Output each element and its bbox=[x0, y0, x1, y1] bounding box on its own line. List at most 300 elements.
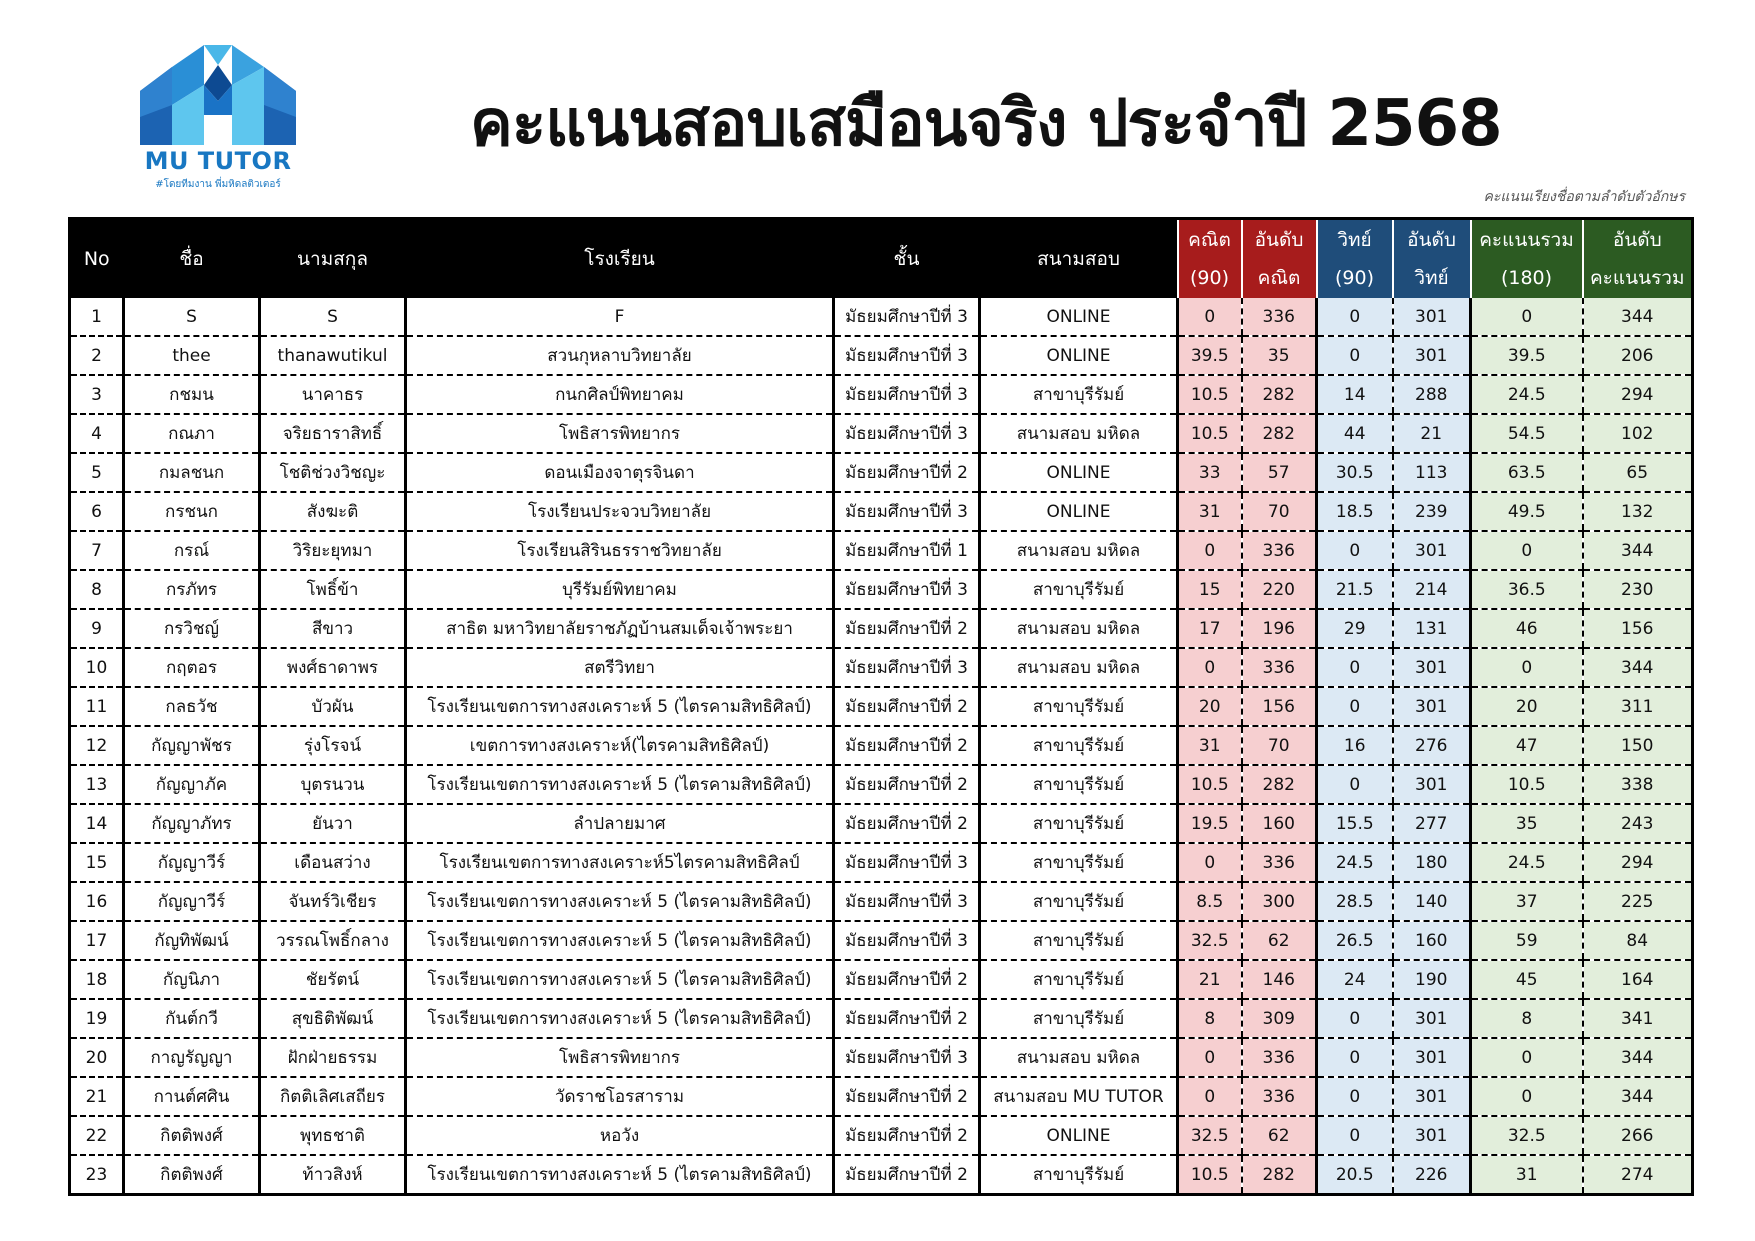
cell-surname: พุทธชาติ bbox=[260, 1116, 406, 1155]
cell-no: 2 bbox=[70, 336, 124, 375]
cell-sci-rank: 180 bbox=[1393, 843, 1471, 882]
cell-no: 19 bbox=[70, 999, 124, 1038]
cell-sci-rank: 214 bbox=[1393, 570, 1471, 609]
cell-venue: สนามสอบ มหิดล bbox=[980, 1038, 1178, 1077]
cell-math-score: 10.5 bbox=[1178, 375, 1242, 414]
cell-total-score: 54.5 bbox=[1471, 414, 1583, 453]
table-row bbox=[70, 609, 1693, 648]
cell-venue: สาขาบุรีรัมย์ bbox=[980, 843, 1178, 882]
cell-sci-score: 0 bbox=[1317, 999, 1393, 1038]
cell-school: โรงเรียนเขตการทางสงเคราะห์ 5 (ไตรคามสิทธิศิลป์) bbox=[406, 687, 834, 726]
cell-venue: สนามสอบ มหิดล bbox=[980, 609, 1178, 648]
table-row bbox=[70, 570, 1693, 609]
cell-math-score: 19.5 bbox=[1178, 804, 1242, 843]
cell-school: โรงเรียนสิรินธรราชวิทยาลัย bbox=[406, 531, 834, 570]
cell-school: กนกศิลป์พิทยาคม bbox=[406, 375, 834, 414]
cell-math-rank: 336 bbox=[1242, 648, 1317, 687]
cell-total-rank: 266 bbox=[1583, 1116, 1693, 1155]
cell-school: โรงเรียนเขตการทางสงเคราะห์5ไตรคามสิทธิศิลป์ bbox=[406, 843, 834, 882]
header-total-rank-line1: อันดับ bbox=[1612, 229, 1662, 251]
cell-surname: ท้าวสิงห์ bbox=[260, 1155, 406, 1195]
cell-math-score: 20 bbox=[1178, 687, 1242, 726]
cell-sci-rank: 301 bbox=[1393, 648, 1471, 687]
table-row bbox=[70, 765, 1693, 804]
cell-sci-rank: 301 bbox=[1393, 531, 1471, 570]
cell-sci-score: 29 bbox=[1317, 609, 1393, 648]
cell-sci-score: 28.5 bbox=[1317, 882, 1393, 921]
table-row bbox=[70, 453, 1693, 492]
header-math bbox=[1178, 219, 1242, 299]
cell-total-score: 35 bbox=[1471, 804, 1583, 843]
header-math-line2: (90) bbox=[1189, 267, 1229, 289]
cell-no: 3 bbox=[70, 375, 124, 414]
table-row bbox=[70, 492, 1693, 531]
table-row bbox=[70, 687, 1693, 726]
cell-math-rank: 336 bbox=[1242, 843, 1317, 882]
cell-sci-rank: 301 bbox=[1393, 687, 1471, 726]
cell-math-score: 10.5 bbox=[1178, 1155, 1242, 1195]
cell-no: 21 bbox=[70, 1077, 124, 1116]
cell-math-rank: 146 bbox=[1242, 960, 1317, 999]
cell-surname: พงศ์ธาดาพร bbox=[260, 648, 406, 687]
logo-tagline: #โดยทีมงาน พี่มหิดลติวเตอร์ bbox=[155, 179, 281, 190]
cell-total-score: 37 bbox=[1471, 882, 1583, 921]
cell-total-score: 0 bbox=[1471, 648, 1583, 687]
cell-sci-score: 0 bbox=[1317, 531, 1393, 570]
cell-sci-rank: 190 bbox=[1393, 960, 1471, 999]
cell-math-rank: 156 bbox=[1242, 687, 1317, 726]
cell-math-score: 0 bbox=[1178, 1077, 1242, 1116]
cell-name: กณภา bbox=[124, 414, 260, 453]
cell-sci-score: 44 bbox=[1317, 414, 1393, 453]
cell-name: กรภัทร bbox=[124, 570, 260, 609]
header-school: โรงเรียน bbox=[406, 219, 834, 299]
cell-sci-rank: 277 bbox=[1393, 804, 1471, 843]
cell-venue: สาขาบุรีรัมย์ bbox=[980, 726, 1178, 765]
cell-math-score: 0 bbox=[1178, 531, 1242, 570]
cell-surname: สุขธิติพัฒน์ bbox=[260, 999, 406, 1038]
cell-total-score: 0 bbox=[1471, 531, 1583, 570]
cell-math-score: 15 bbox=[1178, 570, 1242, 609]
cell-grade: มัธยมศึกษาปีที่ 2 bbox=[834, 765, 980, 804]
cell-sci-score: 0 bbox=[1317, 1038, 1393, 1077]
cell-total-rank: 156 bbox=[1583, 609, 1693, 648]
cell-math-score: 32.5 bbox=[1178, 921, 1242, 960]
cell-total-score: 24.5 bbox=[1471, 375, 1583, 414]
cell-grade: มัธยมศึกษาปีที่ 3 bbox=[834, 882, 980, 921]
cell-name: กัญญาวีร์ bbox=[124, 882, 260, 921]
cell-math-rank: 160 bbox=[1242, 804, 1317, 843]
cell-sci-score: 0 bbox=[1317, 1077, 1393, 1116]
cell-grade: มัธยมศึกษาปีที่ 3 bbox=[834, 570, 980, 609]
cell-no: 16 bbox=[70, 882, 124, 921]
cell-total-score: 63.5 bbox=[1471, 453, 1583, 492]
cell-total-rank: 338 bbox=[1583, 765, 1693, 804]
cell-venue: สนามสอบ มหิดล bbox=[980, 648, 1178, 687]
cell-total-rank: 132 bbox=[1583, 492, 1693, 531]
cell-grade: มัธยมศึกษาปีที่ 2 bbox=[834, 999, 980, 1038]
cell-no: 8 bbox=[70, 570, 124, 609]
cell-school: โรงเรียนเขตการทางสงเคราะห์ 5 (ไตรคามสิทธิศิลป์) bbox=[406, 1155, 834, 1195]
cell-total-rank: 206 bbox=[1583, 336, 1693, 375]
header-sci-line1: วิทย์ bbox=[1337, 229, 1372, 251]
cell-venue: สนามสอบ มหิดล bbox=[980, 531, 1178, 570]
header-sci-rank-line1: อันดับ bbox=[1407, 229, 1456, 251]
cell-total-rank: 344 bbox=[1583, 298, 1693, 336]
cell-surname: ฝักฝ่ายธรรม bbox=[260, 1038, 406, 1077]
logo-name: MU TUTOR bbox=[144, 147, 292, 175]
cell-grade: มัธยมศึกษาปีที่ 3 bbox=[834, 492, 980, 531]
cell-sci-rank: 301 bbox=[1393, 1116, 1471, 1155]
cell-name: กันต์กวี bbox=[124, 999, 260, 1038]
cell-total-score: 0 bbox=[1471, 1077, 1583, 1116]
cell-sci-rank: 301 bbox=[1393, 999, 1471, 1038]
cell-math-score: 10.5 bbox=[1178, 414, 1242, 453]
cell-math-rank: 336 bbox=[1242, 1077, 1317, 1116]
cell-total-rank: 344 bbox=[1583, 531, 1693, 570]
cell-venue: ONLINE bbox=[980, 1116, 1178, 1155]
cell-math-rank: 35 bbox=[1242, 336, 1317, 375]
mu-tutor-logo bbox=[138, 45, 298, 195]
cell-math-rank: 300 bbox=[1242, 882, 1317, 921]
cell-grade: มัธยมศึกษาปีที่ 2 bbox=[834, 1077, 980, 1116]
cell-math-rank: 309 bbox=[1242, 999, 1317, 1038]
cell-math-rank: 336 bbox=[1242, 1038, 1317, 1077]
cell-grade: มัธยมศึกษาปีที่ 3 bbox=[834, 648, 980, 687]
table-row bbox=[70, 843, 1693, 882]
cell-surname: โพธิ์ข้า bbox=[260, 570, 406, 609]
cell-venue: ONLINE bbox=[980, 492, 1178, 531]
cell-school: โพธิสารพิทยากร bbox=[406, 1038, 834, 1077]
cell-sci-score: 0 bbox=[1317, 336, 1393, 375]
cell-grade: มัธยมศึกษาปีที่ 3 bbox=[834, 298, 980, 336]
cell-math-score: 21 bbox=[1178, 960, 1242, 999]
header-sci-rank-line2: วิทย์ bbox=[1414, 267, 1449, 289]
cell-school: โรงเรียนเขตการทางสงเคราะห์ 5 (ไตรคามสิทธิศิลป์) bbox=[406, 765, 834, 804]
cell-venue: ONLINE bbox=[980, 298, 1178, 336]
table-body bbox=[70, 298, 1693, 1195]
cell-sci-rank: 113 bbox=[1393, 453, 1471, 492]
cell-sci-score: 0 bbox=[1317, 1116, 1393, 1155]
cell-name: กานต์ศศิน bbox=[124, 1077, 260, 1116]
header-grade: ชั้น bbox=[834, 219, 980, 299]
cell-surname: บัวผัน bbox=[260, 687, 406, 726]
cell-sci-rank: 301 bbox=[1393, 336, 1471, 375]
cell-venue: สาขาบุรีรัมย์ bbox=[980, 882, 1178, 921]
cell-school: โรงเรียนเขตการทางสงเคราะห์ 5 (ไตรคามสิทธิศิลป์) bbox=[406, 960, 834, 999]
header-sci-rank bbox=[1393, 219, 1471, 299]
cell-surname: โชติช่วงวิชญะ bbox=[260, 453, 406, 492]
cell-sci-rank: 239 bbox=[1393, 492, 1471, 531]
cell-venue: สาขาบุรีรัมย์ bbox=[980, 765, 1178, 804]
cell-sci-rank: 301 bbox=[1393, 1077, 1471, 1116]
cell-name: กัญญาภัทร bbox=[124, 804, 260, 843]
cell-school: โรงเรียนเขตการทางสงเคราะห์ 5 (ไตรคามสิทธิศิลป์) bbox=[406, 882, 834, 921]
header-math-rank-line2: คณิต bbox=[1257, 267, 1301, 289]
cell-name: S bbox=[124, 298, 260, 336]
cell-total-rank: 84 bbox=[1583, 921, 1693, 960]
cell-name: กรชนก bbox=[124, 492, 260, 531]
header-math-rank-line1: อันดับ bbox=[1254, 229, 1304, 251]
cell-school: โรงเรียนเขตการทางสงเคราะห์ 5 (ไตรคามสิทธิศิลป์) bbox=[406, 921, 834, 960]
cell-math-rank: 70 bbox=[1242, 726, 1317, 765]
cell-sci-score: 20.5 bbox=[1317, 1155, 1393, 1195]
cell-total-score: 45 bbox=[1471, 960, 1583, 999]
cell-surname: จันทร์วิเชียร bbox=[260, 882, 406, 921]
cell-venue: สาขาบุรีรัมย์ bbox=[980, 960, 1178, 999]
page-title: คะแนนสอบเสมือนจริง ประจำปี 2568 bbox=[470, 87, 1502, 161]
header-math-line1: คณิต bbox=[1188, 229, 1231, 251]
table-row bbox=[70, 882, 1693, 921]
cell-grade: มัธยมศึกษาปีที่ 2 bbox=[834, 1155, 980, 1195]
cell-math-rank: 282 bbox=[1242, 414, 1317, 453]
cell-school: F bbox=[406, 298, 834, 336]
cell-sci-score: 0 bbox=[1317, 298, 1393, 336]
cell-surname: วิริยะยุทมา bbox=[260, 531, 406, 570]
cell-math-rank: 62 bbox=[1242, 1116, 1317, 1155]
table-row bbox=[70, 414, 1693, 453]
cell-total-rank: 164 bbox=[1583, 960, 1693, 999]
cell-surname: กิตติเลิศเสถียร bbox=[260, 1077, 406, 1116]
cell-grade: มัธยมศึกษาปีที่ 3 bbox=[834, 375, 980, 414]
cell-total-score: 0 bbox=[1471, 1038, 1583, 1077]
cell-grade: มัธยมศึกษาปีที่ 2 bbox=[834, 687, 980, 726]
cell-surname: สีขาว bbox=[260, 609, 406, 648]
cell-no: 17 bbox=[70, 921, 124, 960]
cell-total-score: 10.5 bbox=[1471, 765, 1583, 804]
cell-sci-score: 15.5 bbox=[1317, 804, 1393, 843]
cell-school: บุรีรัมย์พิทยาคม bbox=[406, 570, 834, 609]
cell-surname: thanawutikul bbox=[260, 336, 406, 375]
sort-note: คะแนนเรียงชื่อตามลำดับตัวอักษร bbox=[1483, 189, 1685, 205]
cell-no: 22 bbox=[70, 1116, 124, 1155]
cell-sci-rank: 301 bbox=[1393, 298, 1471, 336]
cell-grade: มัธยมศึกษาปีที่ 3 bbox=[834, 336, 980, 375]
cell-total-rank: 344 bbox=[1583, 1038, 1693, 1077]
cell-grade: มัธยมศึกษาปีที่ 2 bbox=[834, 609, 980, 648]
cell-total-score: 24.5 bbox=[1471, 843, 1583, 882]
cell-name: กมลชนก bbox=[124, 453, 260, 492]
cell-total-score: 46 bbox=[1471, 609, 1583, 648]
cell-total-score: 32.5 bbox=[1471, 1116, 1583, 1155]
cell-name: กฤตอร bbox=[124, 648, 260, 687]
cell-grade: มัธยมศึกษาปีที่ 2 bbox=[834, 1116, 980, 1155]
cell-sci-score: 26.5 bbox=[1317, 921, 1393, 960]
cell-total-score: 59 bbox=[1471, 921, 1583, 960]
header-total-line1: คะแนนรวม bbox=[1479, 229, 1574, 251]
cell-name: thee bbox=[124, 336, 260, 375]
cell-name: กัญญาพัชร bbox=[124, 726, 260, 765]
score-table bbox=[68, 217, 1694, 1196]
header-sci-line2: (90) bbox=[1334, 267, 1374, 289]
cell-total-rank: 243 bbox=[1583, 804, 1693, 843]
cell-grade: มัธยมศึกษาปีที่ 2 bbox=[834, 726, 980, 765]
cell-no: 4 bbox=[70, 414, 124, 453]
cell-surname: บุตรนวน bbox=[260, 765, 406, 804]
cell-surname: ชัยรัตน์ bbox=[260, 960, 406, 999]
cell-total-score: 36.5 bbox=[1471, 570, 1583, 609]
cell-sci-rank: 301 bbox=[1393, 765, 1471, 804]
cell-no: 11 bbox=[70, 687, 124, 726]
cell-math-score: 0 bbox=[1178, 1038, 1242, 1077]
cell-surname: สังฆะติ bbox=[260, 492, 406, 531]
cell-total-rank: 65 bbox=[1583, 453, 1693, 492]
cell-name: กรณ์ bbox=[124, 531, 260, 570]
cell-sci-score: 0 bbox=[1317, 648, 1393, 687]
cell-grade: มัธยมศึกษาปีที่ 3 bbox=[834, 414, 980, 453]
cell-grade: มัธยมศึกษาปีที่ 2 bbox=[834, 960, 980, 999]
cell-math-score: 0 bbox=[1178, 648, 1242, 687]
table-row bbox=[70, 1116, 1693, 1155]
cell-school: เขตการทางสงเคราะห์(ไตรคามสิทธิศิลป์) bbox=[406, 726, 834, 765]
cell-math-rank: 70 bbox=[1242, 492, 1317, 531]
cell-surname: S bbox=[260, 298, 406, 336]
cell-math-rank: 336 bbox=[1242, 531, 1317, 570]
cell-name: กิตติพงศ์ bbox=[124, 1116, 260, 1155]
cell-math-score: 0 bbox=[1178, 843, 1242, 882]
cell-math-rank: 220 bbox=[1242, 570, 1317, 609]
cell-school: วัดราชโอรสาราม bbox=[406, 1077, 834, 1116]
cell-school: สาธิต มหาวิทยาลัยราชภัฏบ้านสมเด็จเจ้าพระยา bbox=[406, 609, 834, 648]
cell-grade: มัธยมศึกษาปีที่ 3 bbox=[834, 843, 980, 882]
cell-total-rank: 311 bbox=[1583, 687, 1693, 726]
cell-total-rank: 341 bbox=[1583, 999, 1693, 1038]
cell-math-score: 33 bbox=[1178, 453, 1242, 492]
cell-grade: มัธยมศึกษาปีที่ 3 bbox=[834, 921, 980, 960]
logo-mark-icon bbox=[140, 45, 296, 145]
cell-sci-score: 0 bbox=[1317, 765, 1393, 804]
cell-sci-score: 30.5 bbox=[1317, 453, 1393, 492]
cell-math-score: 31 bbox=[1178, 726, 1242, 765]
cell-name: กัญทิพัฒน์ bbox=[124, 921, 260, 960]
table-row bbox=[70, 804, 1693, 843]
cell-sci-rank: 301 bbox=[1393, 1038, 1471, 1077]
cell-name: กัญนิภา bbox=[124, 960, 260, 999]
cell-school: ลำปลายมาศ bbox=[406, 804, 834, 843]
cell-total-score: 0 bbox=[1471, 298, 1583, 336]
header-name: ชื่อ bbox=[124, 219, 260, 299]
cell-math-score: 0 bbox=[1178, 298, 1242, 336]
cell-name: กลธวัช bbox=[124, 687, 260, 726]
header-total-rank bbox=[1583, 219, 1693, 299]
cell-no: 18 bbox=[70, 960, 124, 999]
cell-name: กิตติพงศ์ bbox=[124, 1155, 260, 1195]
table-row bbox=[70, 648, 1693, 687]
cell-math-rank: 282 bbox=[1242, 765, 1317, 804]
cell-sci-score: 24.5 bbox=[1317, 843, 1393, 882]
table-row bbox=[70, 375, 1693, 414]
header-total-rank-line2: คะแนนรวม bbox=[1589, 267, 1685, 289]
cell-math-score: 8.5 bbox=[1178, 882, 1242, 921]
cell-name: กรวิชญ์ bbox=[124, 609, 260, 648]
cell-grade: มัธยมศึกษาปีที่ 2 bbox=[834, 453, 980, 492]
header-total bbox=[1471, 219, 1583, 299]
cell-no: 7 bbox=[70, 531, 124, 570]
cell-math-rank: 62 bbox=[1242, 921, 1317, 960]
cell-surname: นาคาธร bbox=[260, 375, 406, 414]
cell-total-rank: 294 bbox=[1583, 375, 1693, 414]
cell-math-score: 32.5 bbox=[1178, 1116, 1242, 1155]
cell-math-score: 10.5 bbox=[1178, 765, 1242, 804]
cell-sci-rank: 160 bbox=[1393, 921, 1471, 960]
cell-school: โรงเรียนเขตการทางสงเคราะห์ 5 (ไตรคามสิทธิศิลป์) bbox=[406, 999, 834, 1038]
cell-math-score: 39.5 bbox=[1178, 336, 1242, 375]
table-row bbox=[70, 1155, 1693, 1195]
cell-grade: มัธยมศึกษาปีที่ 3 bbox=[834, 1038, 980, 1077]
table-row bbox=[70, 336, 1693, 375]
cell-grade: มัธยมศึกษาปีที่ 2 bbox=[834, 804, 980, 843]
cell-total-score: 31 bbox=[1471, 1155, 1583, 1195]
cell-name: กัญญาวีร์ bbox=[124, 843, 260, 882]
cell-no: 15 bbox=[70, 843, 124, 882]
header-sci bbox=[1317, 219, 1393, 299]
table-row bbox=[70, 531, 1693, 570]
cell-math-rank: 336 bbox=[1242, 298, 1317, 336]
cell-venue: ONLINE bbox=[980, 336, 1178, 375]
header-math-rank bbox=[1242, 219, 1317, 299]
cell-no: 1 bbox=[70, 298, 124, 336]
cell-total-score: 8 bbox=[1471, 999, 1583, 1038]
table-row bbox=[70, 1077, 1693, 1116]
cell-venue: สาขาบุรีรัมย์ bbox=[980, 804, 1178, 843]
cell-math-score: 31 bbox=[1178, 492, 1242, 531]
cell-math-score: 17 bbox=[1178, 609, 1242, 648]
cell-venue: สาขาบุรีรัมย์ bbox=[980, 687, 1178, 726]
cell-no: 5 bbox=[70, 453, 124, 492]
cell-math-rank: 57 bbox=[1242, 453, 1317, 492]
cell-venue: ONLINE bbox=[980, 453, 1178, 492]
cell-total-rank: 344 bbox=[1583, 648, 1693, 687]
cell-math-rank: 282 bbox=[1242, 375, 1317, 414]
cell-school: สวนกุหลาบวิทยาลัย bbox=[406, 336, 834, 375]
cell-total-rank: 344 bbox=[1583, 1077, 1693, 1116]
cell-total-rank: 274 bbox=[1583, 1155, 1693, 1195]
cell-total-rank: 150 bbox=[1583, 726, 1693, 765]
cell-total-score: 39.5 bbox=[1471, 336, 1583, 375]
cell-no: 20 bbox=[70, 1038, 124, 1077]
cell-surname: เดือนสว่าง bbox=[260, 843, 406, 882]
cell-total-score: 20 bbox=[1471, 687, 1583, 726]
cell-sci-rank: 21 bbox=[1393, 414, 1471, 453]
cell-venue: สาขาบุรีรัมย์ bbox=[980, 375, 1178, 414]
cell-no: 9 bbox=[70, 609, 124, 648]
cell-total-rank: 102 bbox=[1583, 414, 1693, 453]
table-row bbox=[70, 999, 1693, 1038]
cell-math-rank: 282 bbox=[1242, 1155, 1317, 1195]
cell-school: โรงเรียนประจวบวิทยาลัย bbox=[406, 492, 834, 531]
table-row bbox=[70, 726, 1693, 765]
cell-math-rank: 196 bbox=[1242, 609, 1317, 648]
cell-math-score: 8 bbox=[1178, 999, 1242, 1038]
header-venue: สนามสอบ bbox=[980, 219, 1178, 299]
cell-sci-score: 21.5 bbox=[1317, 570, 1393, 609]
cell-venue: สาขาบุรีรัมย์ bbox=[980, 570, 1178, 609]
cell-no: 23 bbox=[70, 1155, 124, 1195]
cell-name: กัญญาภัค bbox=[124, 765, 260, 804]
cell-no: 10 bbox=[70, 648, 124, 687]
cell-venue: สนามสอบ มหิดล bbox=[980, 414, 1178, 453]
table-row bbox=[70, 298, 1693, 336]
cell-sci-rank: 140 bbox=[1393, 882, 1471, 921]
cell-no: 6 bbox=[70, 492, 124, 531]
cell-total-rank: 225 bbox=[1583, 882, 1693, 921]
cell-total-rank: 230 bbox=[1583, 570, 1693, 609]
cell-total-rank: 294 bbox=[1583, 843, 1693, 882]
cell-no: 12 bbox=[70, 726, 124, 765]
cell-total-score: 47 bbox=[1471, 726, 1583, 765]
cell-surname: วรรณโพธิ์กลาง bbox=[260, 921, 406, 960]
table-header-row bbox=[70, 219, 1693, 299]
